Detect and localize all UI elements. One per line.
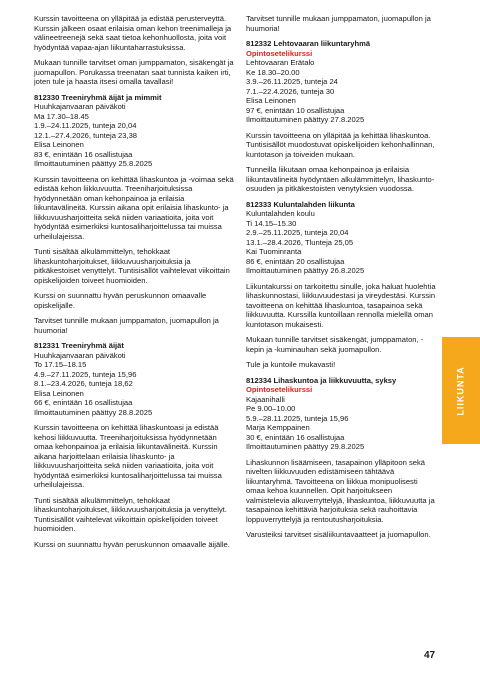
course-title: 812330 Treeniryhmä äijät ja mimmit [34, 92, 162, 102]
intro-paragraph: Mukaan tunnille tarvitset oman jumppamaton, sisäkengät ja juomapullon. Porukassa treenatan saat tunnista kaiken irti, joten tule ja haasta itsesi omalla tavallasi! [34, 58, 234, 86]
course-dates: 5.9.–28.11.2025, tunteja 15,96 [246, 413, 349, 423]
section-label: LIIKUNTA [456, 365, 467, 416]
course-description: Kurssin tavoitteena on kehittää lihaskuntoa ja -voimaa sekä edistää kehon liikkuvuutta. Treeniharjoituksissa hyödynnetään oman kehonpainoa ja erilaisia liikuntavälineitä. Kurssin aikana opit erilaisia lihaskunto- ja liikkuvuusharjoitteita sekä niiden variaatioita, joita voit hyödyntää esimerkiksi kuntosaliharjoittelussa tai muissa urheilulajeissa. [34, 174, 234, 241]
course-location: Kuluntalahden koulu [246, 209, 315, 218]
course-location: Huuhkajanvaaran päiväkoti [34, 350, 126, 360]
course-dates: 13.1.–28.4.2026, Tlunteja 25,05 [246, 237, 354, 247]
course-price: 30 €, enintään 16 osallistujaa [246, 432, 345, 442]
course-description: Liikuntakurssi on tarkoitettu sinulle, joka haluat huolehtia lihaskunnostasi, liikkuvuudestasi ja vireydestäsi. Kurssin tavoitteena on kehittää lihaskuntoa, tasapainoa sekä liikkuvuutta. Kurssilla kuntoillaan rennolla mielellä oman kuntotason mukaisesti. [246, 281, 436, 329]
course-dates: 12.1.–27.4.2026, tunteja 23,38 [34, 130, 138, 140]
course-812333 [246, 200, 436, 370]
course-description: Kurssi on suunnattu hyvän peruskunnon omaavalle opiskelijalle. [34, 291, 207, 310]
course-time: To 17.15–18.15 [34, 360, 87, 369]
course-dates: 4.9.–27.11.2025, tunteja 15,96 [34, 369, 137, 379]
course-description: Tule ja kuntoile mukavasti! [246, 360, 336, 369]
course-description: Varusteiksi tarvitset sisäliikuntavaatteet ja juomapullon. [246, 530, 431, 539]
course-dates: 3.9.–26.11.2025, tunteja 24 [246, 77, 338, 86]
course-price: 83 €, enintään 16 osallistujaa [34, 149, 133, 159]
course-teacher: Elisa Leinonen [34, 140, 84, 149]
course-description: Kurssin tavoitteena on ylläpitää ja kehittää lihaskuntoa. Tuntisisällöt muodostuvat opiskelijoiden kehonhallinnan, kuntotason ja toiveiden mukaan. [246, 130, 435, 159]
course-deadline: Ilmoittautuminen päättyy 28.8.2025 [34, 407, 153, 417]
course-deadline: Ilmoittautuminen päättyy 27.8.2025 [246, 115, 365, 124]
course-description: Kurssin tavoitteena on kehittää lihaskuntoasi ja edistää kehosi liikkuvuutta. Treeniharjoituksissa hyödynnetään omaa kehonpainoa ja erilaisia liikuntavälineitä. Kurssin aikana harjoittelaan erilaisia lihaskunto- ja liikkuvuusharjoitteita sekä niiden variaatioita, joita voit hyödyntää esimerkiksi kuntosaliharjoittelussa tai muissa urheilulajeissa. [34, 423, 222, 489]
course-tag: Opintosetelikurssi [246, 48, 313, 58]
course-teacher: Elisa Leinonen [246, 96, 296, 105]
course-description: Mukaan tunnille tarvitset sisäkengät, jumppamaton, -kepin ja -kuminauhan sekä juomapullon. [246, 335, 424, 354]
course-location: Huuhkajanvaaran päiväkoti [34, 102, 126, 111]
course-dates: 8.1.–23.4.2026, tunteja 18,62 [34, 379, 133, 388]
course-details [246, 58, 436, 125]
course-title: 812331 Treeniryhmä äijät [34, 341, 124, 350]
course-time: Ma 17.30–18.45 [34, 111, 89, 121]
course-dates: 1.9.–24.11.2025, tunteja 20,04 [34, 121, 137, 130]
course-title: 812332 Lehtovaaran liikuntaryhmä [246, 39, 371, 48]
course-dates: 2.9.–25.11.2025, tunteja 20,04 [246, 228, 349, 237]
course-tag: Opintosetelikurssi [246, 385, 313, 394]
course-details [34, 351, 234, 418]
left-column [34, 14, 234, 555]
course-time: Ti 14.15–15.30 [246, 218, 297, 228]
course-location: Lehtovaaran Erätalo [246, 58, 315, 67]
course-teacher: Elisa Leinonen [34, 388, 84, 398]
course-title: 812333 Kuluntalahden liikunta [246, 199, 355, 209]
course-teacher: Kai Tuominranta [246, 247, 302, 256]
course-teacher: Marja Kemppainen [246, 423, 310, 432]
course-deadline: Ilmoittautuminen päättyy 26.8.2025 [246, 266, 365, 275]
section-side-tab [442, 337, 480, 444]
course-location: Kajaanihalli [246, 394, 285, 404]
course-812334 [246, 376, 436, 540]
course-deadline: Ilmoittautuminen päättyy 25.8.2025 [34, 159, 153, 168]
course-title: 812334 Lihaskuntoa ja liikkuvuutta, syksy [246, 375, 397, 385]
course-details [34, 102, 234, 169]
course-description: Kurssi on suunnattu hyvän peruskunnon omaavalle äijälle. [34, 539, 230, 549]
course-dates: 7.1.–22.4.2026, tunteja 30 [246, 86, 335, 96]
course-description: Tunneilla liikutaan omaa kehonpainoa ja erilaisia liikuntavälineitä hyödyntäen alkulämmittelyn, lihaskunto-osuuden ja pitkäkestoisten venytyksien vuodossa. [246, 165, 435, 193]
course-deadline: Ilmoittautuminen päättyy 29.8.2025 [246, 442, 365, 451]
course-description: Tunti sisältää alkulämmittelyn, tehokkaat lihaskuntoharjoitukset, liikkuvuusharjoituksia ja venyttelyt. Tuntisisällöt vaihtelevat viikoittain opiskelijoiden toiveet huomioiden. [34, 495, 227, 533]
course-time: Pe 9.00–10.00 [246, 404, 296, 413]
course-description: Tarvitset tunnille mukaan jumppamaton, juomapullon ja huumoria! [34, 316, 219, 335]
course-details [246, 209, 436, 276]
course-812330 [34, 93, 234, 336]
right-column [246, 14, 436, 546]
page-number: 47 [424, 650, 436, 661]
course-description: Tunti sisältää alkulämmittelyn, tehokkaat lihaskuntoharjoitukset, liikkuvuusharjoituksia ja pitkäkestoiset venyttelyt. Tuntisisällöt vaihtelevat viikoittain opiskelijoiden toiveet huomioiden. [34, 247, 230, 285]
course-details [246, 395, 436, 452]
course-price: 86 €, enintään 20 osallistujaa [246, 256, 345, 266]
course-price: 66 €, enintään 16 osallistujaa [34, 398, 133, 407]
course-812332 [246, 39, 436, 194]
course-description: Lihaskunnon lisäämiseen, tasapainon ylläpitoon sekä nivelten liikkuvuuden edistämiseen tähtäävä liikuntaryhmä. Tavoitteena on liikkua monipuolisesti omaa kehoa kuunnellen. Opit harjoitukseen valmistelevia alkuverryttelyjä, lihaskuntoa, liikkuvuutta ja tasapainoa kehittäviä harjoituksia sekä rauhoittavia loppuverryttelyjä ja rentoutusharjoituksia. [246, 457, 435, 524]
intro-paragraph: Kurssin tavoitteena on ylläpitää ja edistää perusterveyttä. Kurssin jälkeen osaat erilaisia oman kehon treenimalleja ja välineetreenejä sekä saat tietoa kehonhuollosta, joita voit hyödyntää vapaa-ajan liikuntaharrastuksissa. [34, 14, 232, 52]
course-price: 97 €, enintään 10 osallistujaa [246, 105, 345, 115]
course-812331 [34, 341, 234, 549]
intro-paragraph: Tarvitset tunnille mukaan jumppamaton, juomapullon ja huumoria! [246, 14, 431, 33]
course-time: Ke 18.30–20.00 [246, 67, 300, 77]
